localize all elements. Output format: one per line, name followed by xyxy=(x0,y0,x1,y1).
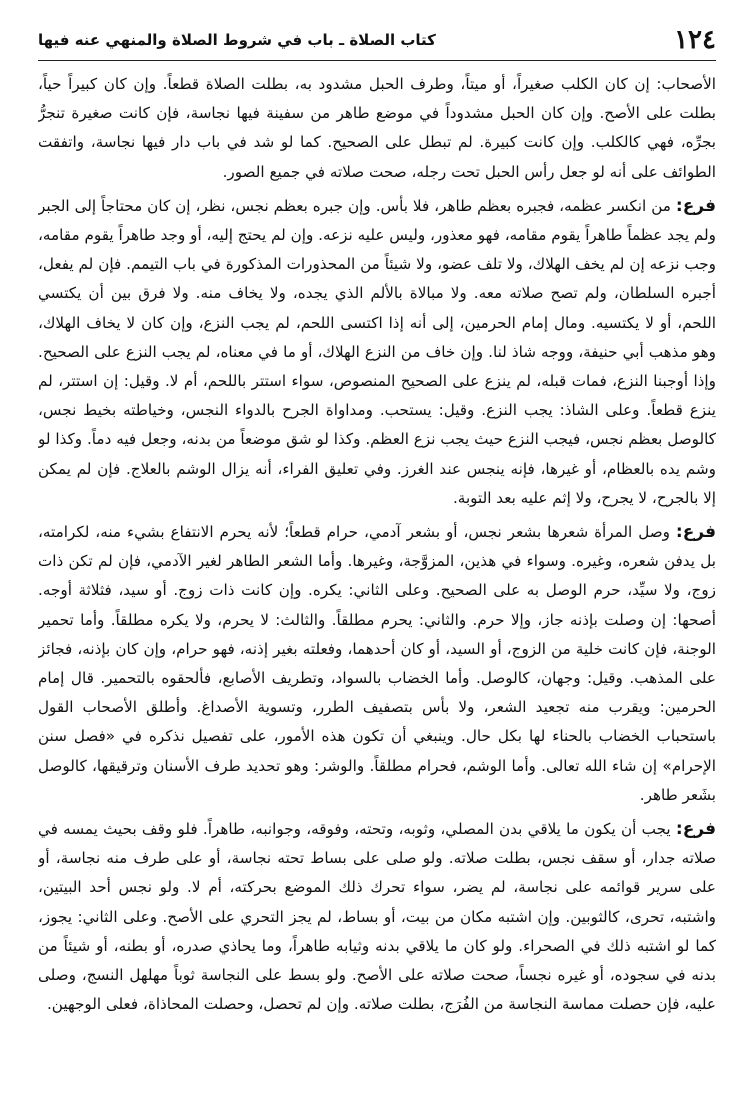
paragraph-text: الأصحاب: إن كان الكلب صغيراً، أو ميتاً، وطرف الحبل مشدود به، بطلت الصلاة قطعاً. وإن كان كبيراً حياً، بطلت على الأصح. وإن كان الحبل مشدوداً في موضع طاهر من سفينة فيها نجاسة، فإن كانت صغيرة تنجرُّ بجرِّه، فهي كالكلب. وإن كانت كبيرة. لم تبطل على الصحيح. كما لو شد في باب دار فيها نجاسة، واتفقت الطوائف على أنه لو جعل رأس الحبل تحت رجله، صحت صلاته في جميع الصور. xyxy=(38,75,716,181)
paragraph-far-purity-of-place xyxy=(38,815,716,1019)
paragraph-far-broken-bone xyxy=(38,192,716,513)
page-header xyxy=(38,20,716,61)
paragraph-far-hair-extension xyxy=(38,518,716,810)
far-label: فرع: xyxy=(675,522,716,543)
paragraph-text: يجب أن يكون ما يلاقي بدن المصلي، وثوبه، وتحته، وفوقه، وجوانبه، طاهراً. فلو وقف بحيث يمسه في صلاته جدار، أو سقف نجس، بطلت صلاته. ولو صلى على بساط تحته نجاسة، أو على طرف منه نجاسة، أو على سرير قوائمه على نجاسة، لم يضر، سواء تحرك ذلك الموضع بحركته، أم لا. ولو نجس أحد البيتين، واشتبه، تحرى، كالثوبين. وإن اشتبه مكان من بيت، أو بساط، لم يجز التحري على الأصح. وعلى الثاني: يجوز، كما لو اشتبه ذلك في الصحراء. ولو كان ما يلاقي بدنه وثيابه طاهراً، وما يحاذي صدره، أو بطنه، أو شيئاً من بدنه في سجوده، أو غيره نجساً، صحت صلاته على الأصح. ولو بسط على النجاسة ثوباً مهلهل النسج، وصلى عليه، فإن حصلت مماسة النجاسة من الفُرَج، بطلت صلاته. وإن لم تحصل، وحصلت المحاذاة، فعلى الوجهين. xyxy=(38,820,716,1014)
page-body xyxy=(38,70,716,1095)
far-label: فرع: xyxy=(675,819,716,840)
running-title: كتاب الصلاة ـ باب في شروط الصلاة والمنهي عنه فيها xyxy=(38,31,436,49)
paragraph-text: وصل المرأة شعرها بشعر نجس، أو بشعر آدمي، حرام قطعاً؛ لأنه يحرم الانتفاع بشيء منه، لكرامته، بل يدفن شعره، وغيره. وسواء في هذين، المزوَّجة، وغيرها. وأما الشعر الطاهر لغير الآدمي، فإن لم تكن ذات زوج، ولا سيِّد، حرم الوصل به على الصحيح. وعلى الثاني: يكره. وإن كانت ذات زوج. أو سيد، فثلاثة أوجه. أصحها: إن وصلت بإذنه جاز، وإلا حرم. والثاني: يحرم مطلقاً. والثالث: لا يحرم، ولا يكره مطلقاً. وأما تحمير الوجنة، فإن كانت خلية من الزوج، أو السيد، أو كان أحدهما، وفعلته بغير إذنه، فهو حرام، وإن كان بإذنه، فجائز على المذهب. وقيل: وجهان، كالوصل. وأما الخضاب بالسواد، وتطريف الأصابع، فألحقوه بالتحمير. قال إمام الحرمين: ويقرب منه تجعيد الشعر، ولا بأس بتصفيف الطرر، وتسوية الأصداغ. وأطلق الأصحاب القول باستحباب الخضاب بالحناء لها بكل حال. وينبغي أن تكون هذه الأمور، على تفصيل نذكره في «فصل سنن الإحرام» إن شاء الله تعالى. وأما الوشم، فحرام مطلقاً. والوشر: وهو تحديد طرف الأسنان وترقيقها، كالوصل بشَعر طاهر. xyxy=(38,523,716,804)
paragraph-intro xyxy=(38,70,716,187)
page-number: ١٢٤ xyxy=(674,25,716,55)
paragraph-text: من انكسر عظمه، فجبره بعظم طاهر، فلا بأس. وإن جبره بعظم نجس، نظر، إن كان محتاجاً إلى الجبر ولم يجد عظماً طاهراً يقوم مقامه، فهو معذور، وليس عليه نزعه. وإن لم يحتج إليه، أو وجد طاهراً يقوم مقامه، وجب نزعه إن لم يخف الهلاك، ولا تلف عضو، ولا شيئاً من المحذورات المذكورة في باب التيمم. فإن لم يفعل، أجبره السلطان، ولم تصح صلاته معه. ولا مبالاة بالألم الذي يجده، ولا يخاف منه. ولا فرق بين أن يكتسي اللحم، أو لا يكتسيه. ومال إمام الحرمين، إلى أنه إذا اكتسى اللحم، لم يجب النزع، وإن كان لا يخاف الهلاك، وهو مذهب أبي حنيفة، ووجه شاذ لنا. وإن خاف من النزع الهلاك، أو ما في معناه، لم يجب النزع على الصحيح. وإذا أوجبنا النزع، فمات قبله، لم ينزع على الصحيح المنصوص، سواء استتر باللحم، أم لا. وقيل: إن استتر، لم ينزع قطعاً. وعلى الشاذ: يجب النزع. وقيل: يستحب. ومداواة الجرح بالدواء النجس، وخياطته بخيط نجس، كالوصل بعظم نجس، فيجب النزع حيث يجب نزع العظم. وكذا لو شق موضعاً من بدنه، وجعل فيه دماً. وكذا لو وشم يده بالعظام، أو غيرها، فإنه ينجس عند الغرز. وفي تعليق الفراء، أنه يزال الوشم بالعلاج. فإن لم يمكن إلا بالجرح، لا يجرح، ولا إثم عليه بعد التوبة. xyxy=(38,196,716,507)
far-label: فرع: xyxy=(675,195,716,216)
